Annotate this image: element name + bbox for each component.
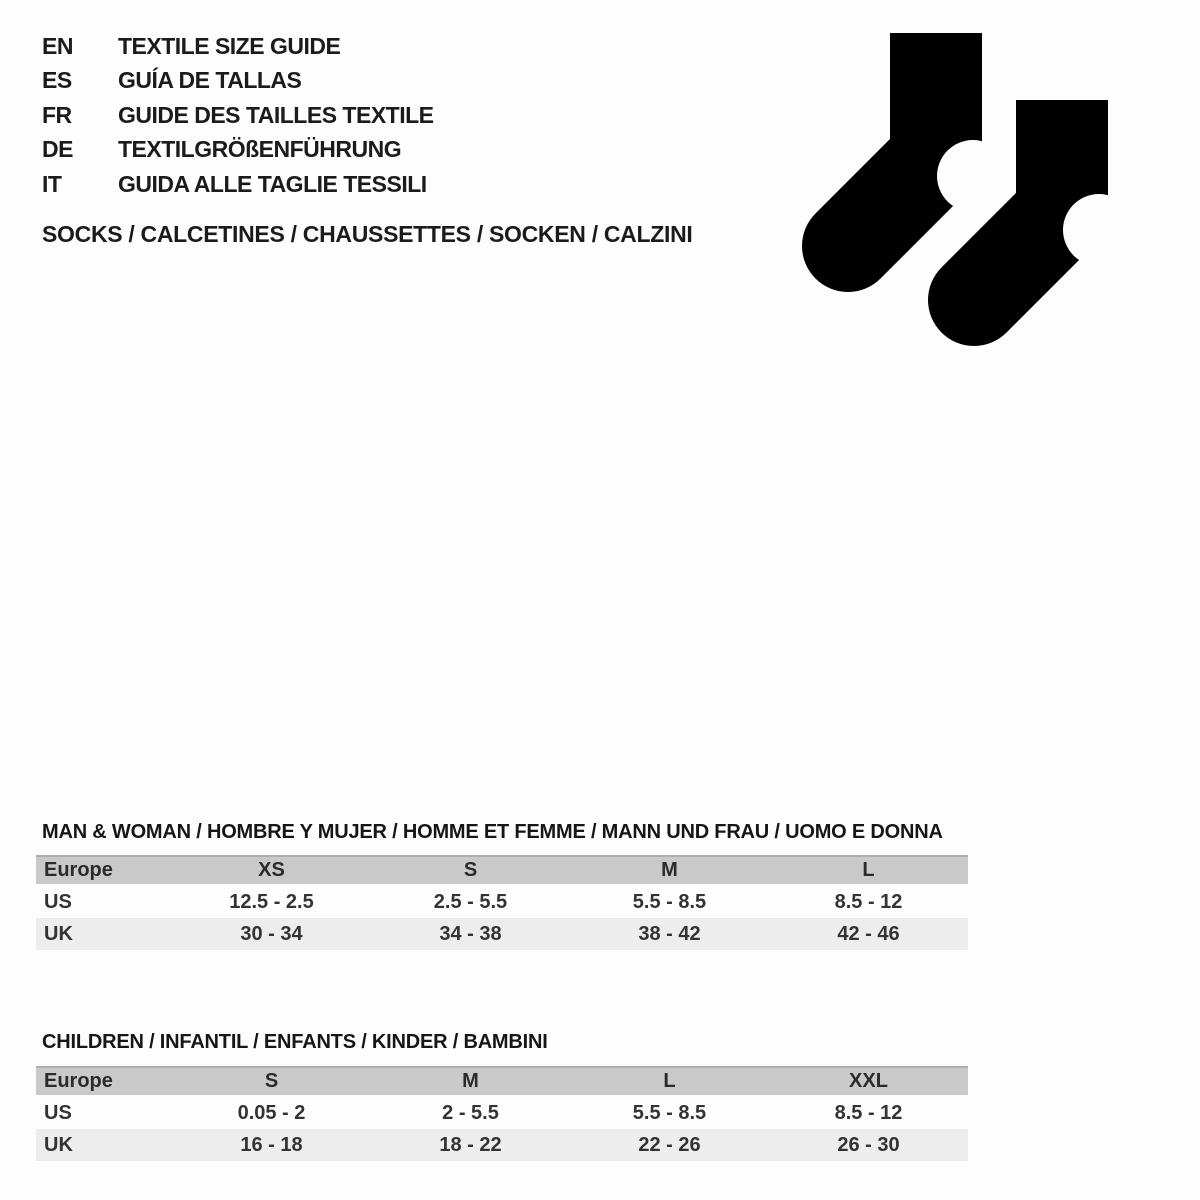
language-label: TEXTILGRÖßENFÜHRUNG	[118, 136, 402, 163]
language-label: TEXTILE SIZE GUIDE	[118, 32, 341, 59]
size-cell: 22 - 26	[570, 1129, 769, 1161]
language-code: DE	[42, 136, 73, 163]
column-header-size: L	[769, 855, 968, 886]
language-code: ES	[42, 67, 72, 94]
table-row-uk	[36, 1129, 968, 1161]
language-code: EN	[42, 32, 73, 59]
row-label: US	[36, 886, 172, 918]
size-cell: 34 - 38	[371, 918, 570, 950]
size-cell: 0.05 - 2	[172, 1097, 371, 1129]
language-label: GUÍA DE TALLAS	[118, 67, 302, 94]
column-header-region: Europe	[36, 1066, 172, 1097]
size-cell: 5.5 - 8.5	[570, 1097, 769, 1129]
language-row-it	[42, 167, 434, 202]
column-header-region: Europe	[36, 855, 172, 886]
language-label: GUIDE DES TAILLES TEXTILE	[118, 101, 434, 128]
language-row-de	[42, 133, 434, 168]
table-title-children: CHILDREN / INFANTIL / ENFANTS / KINDER / BAMBINI	[42, 1031, 548, 1053]
row-label: UK	[36, 1129, 172, 1161]
table-row-uk	[36, 918, 968, 950]
table-title-man-woman: MAN & WOMAN / HOMBRE Y MUJER / HOMME ET FEMME / MANN UND FRAU / UOMO E DONNA	[42, 821, 943, 843]
size-table-children	[36, 1066, 968, 1161]
size-cell: 38 - 42	[570, 918, 769, 950]
table-header-row	[36, 1066, 968, 1097]
row-label: UK	[36, 918, 172, 950]
table-row-us	[36, 1097, 968, 1129]
language-list	[42, 29, 434, 202]
language-code: IT	[42, 170, 62, 197]
size-cell: 12.5 - 2.5	[172, 886, 371, 918]
column-header-size: S	[371, 855, 570, 886]
column-header-size: L	[570, 1066, 769, 1097]
column-header-size: M	[570, 855, 769, 886]
language-label: GUIDA ALLE TAGLIE TESSILI	[118, 170, 427, 197]
column-header-size: M	[371, 1066, 570, 1097]
size-cell: 8.5 - 12	[769, 1097, 968, 1129]
size-cell: 42 - 46	[769, 918, 968, 950]
size-cell: 5.5 - 8.5	[570, 886, 769, 918]
language-row-en	[42, 29, 434, 64]
size-cell: 2.5 - 5.5	[371, 886, 570, 918]
table-row-us	[36, 886, 968, 918]
size-cell: 26 - 30	[769, 1129, 968, 1161]
size-cell: 2 - 5.5	[371, 1097, 570, 1129]
size-cell: 18 - 22	[371, 1129, 570, 1161]
size-table-man-woman	[36, 855, 968, 950]
category-title: SOCKS / CALCETINES / CHAUSSETTES / SOCKEN / CALZINI	[42, 221, 693, 247]
column-header-size: S	[172, 1066, 371, 1097]
size-cell: 16 - 18	[172, 1129, 371, 1161]
column-header-size: XXL	[769, 1066, 968, 1097]
table-header-row	[36, 855, 968, 886]
language-code: FR	[42, 101, 72, 128]
size-cell: 8.5 - 12	[769, 886, 968, 918]
column-header-size: XS	[172, 855, 371, 886]
row-label: US	[36, 1097, 172, 1129]
size-cell: 30 - 34	[172, 918, 371, 950]
socks-icon	[798, 20, 1138, 360]
language-row-fr	[42, 98, 434, 133]
language-row-es	[42, 64, 434, 99]
